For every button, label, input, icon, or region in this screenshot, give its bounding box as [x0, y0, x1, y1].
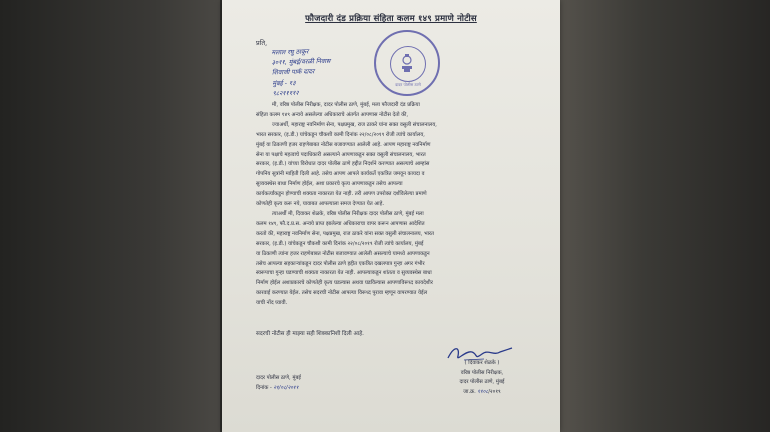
body-line: कारवाई करण्यात येईल. तसेच सदरची नोटीस आपल्या विरूध्द पुरावा म्हणून वापरण्यात येईल — [256, 290, 428, 297]
address-line: मलाल रघु ठाकूर — [271, 48, 309, 57]
police-seal-stamp — [374, 30, 440, 96]
body-line: करतो की, महाराष्ट्र नवनिर्माण सेना, पक्षप्रमुख, राज ठाकरे यांना सक्त वसुली संचालनालय, भारत — [256, 230, 435, 237]
body-line: संहिता कलम १४९ अन्वये असलेल्या अधिकाराचे अंतर्गत आपणास नोटीस देतो की, — [256, 111, 409, 118]
issuing-office-footer — [256, 374, 301, 393]
address-line: ३०११, मुंबई/वरळी निवास — [271, 58, 331, 67]
body-line: सरकार, (इ.डी.) यांचेकडून चौकशी कामी दिनांक २२/०८/२०१९ रोजी त्यांचे कार्यालय, मुंबई — [256, 240, 424, 247]
reference-year: /२०१९ — [488, 388, 501, 395]
background-left — [0, 0, 220, 432]
footer-date — [256, 384, 301, 394]
date-label: दिनांक - — [256, 384, 272, 391]
background-right — [558, 0, 770, 432]
reference-value: ११०८ — [477, 388, 489, 395]
ashoka-emblem-icon — [398, 51, 416, 73]
body-line: गोपनिय सुत्रांनी माहिती दिली आहे. तसेच आपण आपले कार्यकर्ते एकत्रित जमवून कायदा व — [256, 171, 425, 178]
document-title: फौजदारी दंड प्रक्रिया संहिता कलम १४९ प्रमाणे नोटीस — [305, 14, 477, 24]
reference-label: जा.क्र. — [463, 388, 476, 395]
paragraph-whereas — [256, 121, 546, 210]
body-line: कलम १४९, फौ.द.प्र.स. अन्वये प्राप्त झालेल्या अधिकाराचा वापर करून आपणास आदेशित — [256, 220, 425, 227]
body-line: सुव्यवस्थेस बाधा निर्माण होईल, अशा प्रकारचे कृत्य आपणाकडून तसेच आपल्या — [256, 181, 403, 188]
recipient-address — [271, 46, 382, 100]
paragraph-intro — [256, 101, 546, 121]
address-line: ९८२११११२ — [272, 89, 299, 98]
signatory-designation: वरिष्ठ पोलीस निरीक्षक, — [460, 369, 504, 376]
body-line: तसेच आपल्या सहकाऱ्यांकडून दादर पोलीस ठाणे हद्दीत एकत्रित दखलपात्र गुन्हा अगर गंभीर — [256, 260, 425, 267]
recipient-label: प्रति, — [256, 39, 268, 47]
body-line: निर्माण होईल अशाप्रकारचे कोणतेही कृत्य घडल्यास अथवा घडविल्यास आपणाविरूध्द कायदेशीर — [256, 280, 433, 287]
footer-office: दादर पोलीस ठाणे, मुंबई — [256, 375, 301, 381]
reference-number — [432, 388, 532, 398]
paragraph-therefore — [256, 210, 546, 309]
date-value: २१/०८/२०१९ — [273, 384, 299, 391]
body-line: सरकार, (इ.डी.) यांच्या विरोधात दादर पोलीस ठाणे हद्दीत निदर्शने करण्यात असल्याचे आम्हांस — [256, 161, 430, 168]
body-line: मुंबई या ठिकाणी हजर राहणेबाबत नोटीस बजावण्यात आलेली आहे. आपण महाराष्ट्र नवनिर्माण — [256, 141, 431, 148]
body-line: मी, वरिष्ठ पोलीस निरीक्षक, दादर पोलीस ठाणे, मुंबई, मला फौजदारी दंड प्रक्रिया — [272, 102, 420, 108]
closing-statement: सदरची नोटीस ही माझ्या सही शिक्कानिशी दिली आहे. — [256, 331, 364, 337]
seal-text: दादर पोलीस ठाणे — [395, 82, 421, 87]
body-line: त्याअर्थी मी, दिवाकर शेळके, वरिष्ठ पोलीस निरीक्षक दादर पोलीस ठाणे, मुंबई मला — [272, 210, 424, 217]
body-line: सेना या पक्षाचे महत्वाचे पदाधिकारी असल्याने आपणाकडून सक्त वसुली संचालनालय, भारत — [256, 151, 426, 158]
body-line: ज्याअर्थी, महाराष्ट्र नवनिर्माण सेना, पक्षप्रमुख, राज ठाकरे यांना सक्त वसुली संचालनालय, — [272, 121, 437, 128]
signatory-office: दादर पोलीस ठाणे, मुंबई — [459, 379, 505, 386]
body-line: या ठिकाणी त्यांना हजर राहणेबाबत नोटीस बजावण्यात आलेली असल्याचे यामध्ये आपणाकडून — [256, 250, 430, 257]
body-line: याची नोंद घ्यावी. — [256, 300, 288, 307]
notice-document — [222, 0, 560, 432]
body-line: कोणतेही कृत्य करू नये, यावाबत आपल्याला समज देण्यात येत आहे. — [256, 201, 385, 208]
address-line: मुंबई - १३ — [272, 79, 296, 88]
notice-body — [256, 101, 546, 309]
address-line: शिवाजी पार्क दादर — [271, 68, 315, 77]
signatory-name: ( दिवाकर शेळके ) — [464, 360, 500, 366]
signatory-block — [432, 345, 532, 397]
body-line: कार्यकर्त्यांकडून होण्याची शक्यता नाकारता येत नाही. तरी आपण उपरोक्त दर्शविलेल्या प्रमाणे — [256, 191, 427, 198]
body-line: भारत सरकार, (इ.डी.) यांचेकडून चौकशी कामी दिनांक २२/०८/२०१९ रोजी त्यांचे कार्यालय, — [256, 131, 425, 138]
body-line: स्वरूपाचा गुन्हा घडण्याची शक्यता नाकारता येत नाही. आपल्याकडून शांतता व सुव्यवस्थेस बाधा — [256, 270, 432, 277]
